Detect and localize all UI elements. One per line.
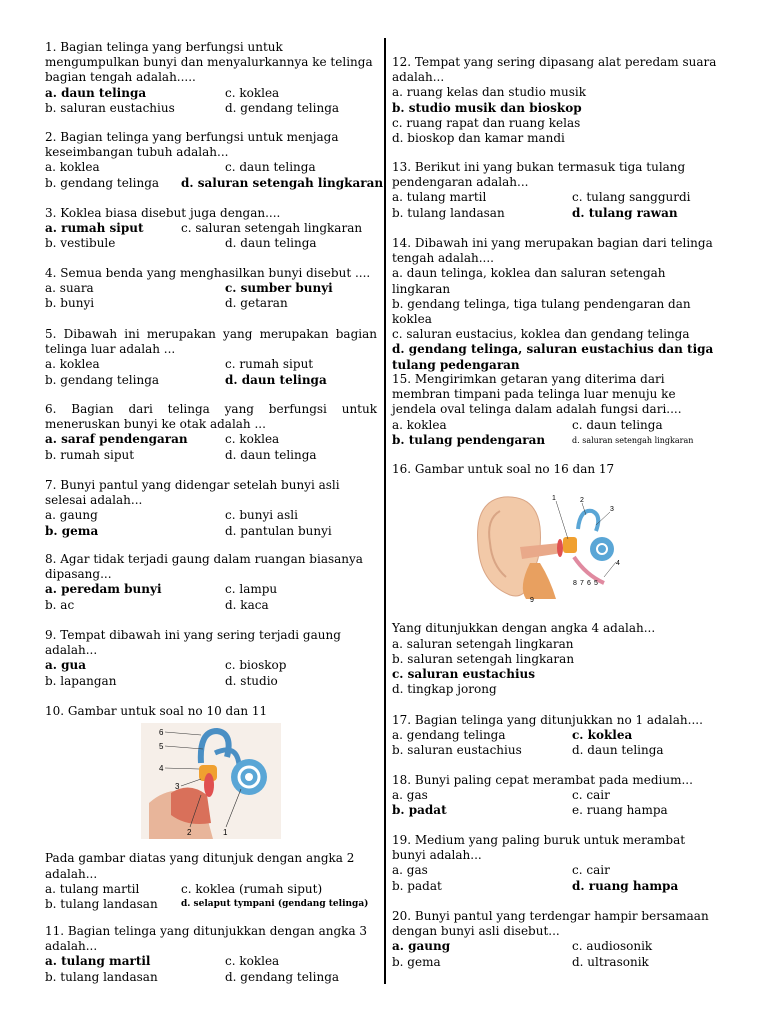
eardrum-shape xyxy=(557,539,563,557)
option-b[interactable]: b. vestibule xyxy=(45,236,116,251)
option-d[interactable]: d. daun telinga xyxy=(225,236,317,251)
question-stem: 10. Gambar untuk soal no 10 dan 11 xyxy=(45,704,268,718)
option-a[interactable]: a. gas xyxy=(392,788,428,803)
option-b[interactable]: b. gendang telinga xyxy=(45,175,160,190)
option-c[interactable]: c. koklea xyxy=(572,728,633,743)
question-7 xyxy=(45,478,377,539)
option-a[interactable]: a. tulang martil xyxy=(392,190,487,205)
option-b[interactable]: b. ac xyxy=(45,597,75,612)
eardrum-shape xyxy=(204,773,214,797)
option-a[interactable]: a. tulang martil xyxy=(45,954,151,969)
option-b[interactable]: b. gema xyxy=(45,523,99,538)
question-stem: 20. Bunyi pantul yang terdengar hampir bersamaan dengan bunyi asli disebut... xyxy=(392,909,709,939)
option-a[interactable]: a. daun telinga xyxy=(45,85,147,100)
option-a[interactable]: a. koklea xyxy=(392,417,447,432)
option-c[interactable]: c. sumber bunyi xyxy=(225,281,333,296)
option-b[interactable]: b. lapangan xyxy=(45,673,117,688)
option-d[interactable]: d. bioskop dan kamar mandi xyxy=(392,131,565,146)
figure-label-6: 6 xyxy=(159,728,164,738)
question-9 xyxy=(45,628,377,689)
option-b[interactable]: b. gendang telinga, tiga tulang pendengaran dan koklea xyxy=(392,296,691,327)
option-d[interactable]: d. getaran xyxy=(225,296,288,311)
question-stem: 17. Bagian telinga yang ditunjukkan no 1 adalah.... xyxy=(392,713,703,727)
figure-label-9: 9 xyxy=(530,597,534,604)
question-stem: 16. Gambar untuk soal no 16 dan 17 xyxy=(392,462,615,476)
question-stem: 12. Tempat yang sering dipasang alat peredam suara adalah... xyxy=(392,55,717,85)
option-d[interactable]: d. ultrasonik xyxy=(572,954,649,969)
question-17 xyxy=(392,713,722,759)
option-c[interactable]: c. koklea xyxy=(225,85,280,100)
option-a[interactable]: a. gua xyxy=(45,658,87,673)
semicircular-canals xyxy=(578,511,598,531)
question-text: Pada gambar diatas yang ditunjuk dengan angka 2 adalah... xyxy=(45,851,355,881)
option-a[interactable]: a. gendang telinga xyxy=(392,728,506,743)
question-stem: 5. Dibawah ini merupakan yang merupakan bagian telinga luar adalah ... xyxy=(45,327,377,357)
option-d[interactable]: d. gendang telinga xyxy=(225,969,340,984)
question-16 xyxy=(392,462,722,697)
column-divider xyxy=(384,38,386,984)
option-d[interactable]: d. daun telinga xyxy=(572,743,664,758)
question-20 xyxy=(392,909,722,970)
figure-label-1: 1 xyxy=(223,828,228,838)
option-b[interactable]: b. padat xyxy=(392,803,447,818)
ear-anatomy-figure xyxy=(392,491,722,607)
figure-label-4: 4 xyxy=(616,560,620,568)
option-b[interactable]: b. studio musik dan bioskop xyxy=(392,100,582,115)
question-stem: 6. Bagian dari telinga yang berfungsi untuk meneruskan bunyi ke otak adalah ... xyxy=(45,402,377,432)
option-b[interactable]: b. bunyi xyxy=(45,296,95,311)
inner-ear-diagram xyxy=(141,723,281,839)
option-a[interactable]: a. saluran setengah lingkaran xyxy=(392,636,574,651)
option-c[interactable]: c. saluran eustachius xyxy=(392,667,535,682)
option-c[interactable]: c. koklea xyxy=(225,954,280,969)
question-12 xyxy=(392,55,722,146)
option-c[interactable]: c. koklea xyxy=(225,432,280,447)
question-15 xyxy=(392,372,722,448)
question-text: Yang ditunjukkan dengan angka 4 adalah... xyxy=(392,621,656,636)
option-d[interactable]: d. studio xyxy=(225,673,278,688)
question-13 xyxy=(392,160,722,221)
option-a[interactable]: a. suara xyxy=(45,281,94,296)
figure-label-5: 5 xyxy=(159,742,164,752)
question-stem: 11. Bagian telinga yang ditunjukkan dengan angka 3 adalah... xyxy=(45,924,368,954)
option-c[interactable]: c. bioskop xyxy=(225,658,287,673)
option-a[interactable]: a. saraf pendengaran xyxy=(45,432,188,447)
option-c[interactable]: c. daun telinga xyxy=(572,417,663,432)
question-11 xyxy=(45,924,377,985)
question-stem: 14. Dibawah ini yang merupakan bagian dari telinga tengah adalah.... xyxy=(392,236,713,266)
jaw-shape xyxy=(523,563,556,599)
figure-label-5: 5 xyxy=(594,580,598,588)
question-14 xyxy=(392,236,722,373)
option-a[interactable]: a. rumah siput xyxy=(45,221,144,236)
figure-label-6: 6 xyxy=(587,580,591,588)
question-1 xyxy=(45,40,377,116)
option-c[interactable]: c. rumah siput xyxy=(225,357,314,372)
option-d[interactable]: e. ruang hampa xyxy=(572,803,668,818)
question-stem: 7. Bunyi pantul yang didengar setelah bunyi asli selesai adalah... xyxy=(45,478,340,508)
option-c[interactable]: c. koklea (rumah siput) xyxy=(181,881,323,896)
question-5 xyxy=(45,327,377,388)
option-d[interactable]: d. saluran setengah lingkaran xyxy=(572,435,694,445)
cochlea-shape xyxy=(245,773,253,781)
question-stem: 3. Koklea biasa disebut juga dengan.... xyxy=(45,206,281,220)
question-stem: 13. Berikut ini yang bukan termasuk tiga tulang pendengaran adalah... xyxy=(392,160,686,190)
figure-label-1: 1 xyxy=(552,495,556,503)
question-10 xyxy=(45,704,377,912)
option-c[interactable]: c. lampu xyxy=(225,582,278,597)
figure-label-7: 7 xyxy=(580,580,584,588)
ossicles-shape xyxy=(563,537,577,553)
option-b[interactable]: b. tulang landasan xyxy=(45,969,158,984)
option-a[interactable]: a. peredam bunyi xyxy=(45,582,162,597)
figure-label-3: 3 xyxy=(175,782,180,792)
option-d[interactable]: d. ruang hampa xyxy=(572,878,679,893)
option-d[interactable]: d. gendang telinga xyxy=(225,100,340,115)
figure-label-3: 3 xyxy=(610,506,614,514)
option-a[interactable]: a. gas xyxy=(392,863,428,878)
ear-anatomy-diagram xyxy=(470,491,630,603)
figure-label-2: 2 xyxy=(187,828,192,838)
option-c[interactable]: c. daun telinga xyxy=(225,160,316,175)
option-c[interactable]: c. tulang sanggurdi xyxy=(572,190,691,205)
option-c[interactable]: c. audiosonik xyxy=(572,939,653,954)
option-d[interactable]: d. pantulan bunyi xyxy=(225,523,332,538)
option-c[interactable]: c. cair xyxy=(572,863,610,878)
question-18 xyxy=(392,773,722,819)
option-b[interactable]: b. saluran eustachius xyxy=(392,743,522,758)
option-d[interactable]: d. daun telinga xyxy=(225,372,327,387)
option-a[interactable]: a. ruang kelas dan studio musik xyxy=(392,85,586,100)
inner-ear-figure xyxy=(45,723,377,843)
question-6 xyxy=(45,402,377,463)
option-d[interactable]: d. saluran setengah lingkaran xyxy=(181,175,384,190)
question-4 xyxy=(45,266,377,312)
question-3 xyxy=(45,206,377,252)
question-stem: 1. Bagian telinga yang berfungsi untuk mengumpulkan bunyi dan menyalurkannya ke telinga bagian tengah adalah..... xyxy=(45,40,373,85)
question-stem: 15. Mengirimkan getaran yang diterima dari membran timpani pada telinga luar menuju ke jendela oval telinga dalam adalah fungsi dari.... xyxy=(392,372,682,417)
option-b[interactable]: b. tulang pendengaran xyxy=(392,432,546,447)
option-a[interactable]: a. tulang martil xyxy=(45,881,140,896)
option-b[interactable]: b. tulang landasan xyxy=(45,897,158,912)
option-b[interactable]: b. rumah siput xyxy=(45,447,135,462)
question-stem: 4. Semua benda yang menghasilkan bunyi disebut .... xyxy=(45,266,371,280)
leader-line xyxy=(556,501,568,539)
option-c[interactable]: c. cair xyxy=(572,788,610,803)
option-d[interactable]: d. tulang rawan xyxy=(572,205,678,220)
question-stem: 8. Agar tidak terjadi gaung dalam ruangan biasanya dipasang... xyxy=(45,552,363,582)
question-2 xyxy=(45,130,384,191)
option-c[interactable]: c. saluran setengah lingkaran xyxy=(181,221,363,236)
option-d[interactable]: d. selaput tympani (gendang telinga) xyxy=(181,899,369,910)
option-a[interactable]: a. koklea xyxy=(45,357,100,372)
figure-label-8: 8 xyxy=(573,580,577,588)
option-a[interactable]: a. gaung xyxy=(392,939,451,954)
question-stem: 9. Tempat dibawah ini yang sering terjadi gaung adalah... xyxy=(45,628,341,658)
option-b[interactable]: b. gema xyxy=(392,954,441,969)
option-d[interactable]: d. kaca xyxy=(225,597,269,612)
question-8 xyxy=(45,552,377,613)
option-a[interactable]: a. koklea xyxy=(45,160,100,175)
figure-label-2: 2 xyxy=(580,497,584,505)
question-stem: 2. Bagian telinga yang berfungsi untuk menjaga keseimbangan tubuh adalah... xyxy=(45,130,339,160)
question-19 xyxy=(392,833,722,894)
option-d[interactable]: d. daun telinga xyxy=(225,447,317,462)
option-c[interactable]: c. saluran eustacius, koklea dan gendang telinga xyxy=(392,327,690,342)
option-b[interactable]: b. padat xyxy=(392,878,442,893)
leader-line xyxy=(604,562,616,577)
question-stem: 18. Bunyi paling cepat merambat pada medium... xyxy=(392,773,693,787)
option-c[interactable]: c. bunyi asli xyxy=(225,508,298,523)
option-b[interactable]: b. tulang landasan xyxy=(392,205,505,220)
option-d[interactable]: d. tingkap jorong xyxy=(392,682,497,697)
option-a[interactable]: a. gaung xyxy=(45,508,98,523)
option-b[interactable]: b. gendang telinga xyxy=(45,372,160,387)
cochlea-shape xyxy=(590,537,614,561)
option-d[interactable]: d. gendang telinga, saluran eustachius dan tiga tulang pedengaran xyxy=(392,342,714,372)
option-b[interactable]: b. saluran eustachius xyxy=(45,100,175,115)
option-b[interactable]: b. saluran setengah lingkaran xyxy=(392,651,575,666)
question-stem: 19. Medium yang paling buruk untuk merambat bunyi adalah... xyxy=(392,833,686,863)
option-c[interactable]: c. ruang rapat dan ruang kelas xyxy=(392,115,581,130)
figure-label-4: 4 xyxy=(159,764,164,774)
option-a[interactable]: a. daun telinga, koklea dan saluran setengah lingkaran xyxy=(392,266,666,296)
